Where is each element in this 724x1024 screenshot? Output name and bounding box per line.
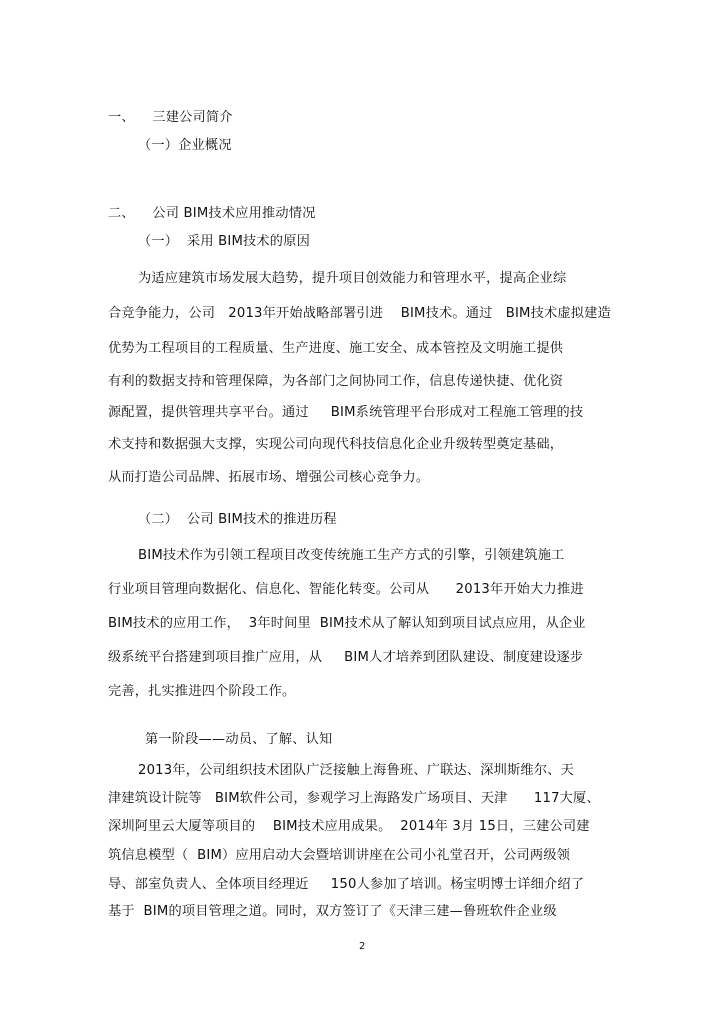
stage-heading: 第一阶段——动员、了解、认知 (145, 732, 333, 747)
page-number: 2 (359, 941, 366, 952)
section-heading-2: 二、 公司 BIM技术应用推动情况 (108, 206, 316, 221)
subsection-heading-2-2: （二） 公司 BIM技术的推进历程 (138, 512, 337, 527)
body-line: BIM技术作为引领工程项目改变传统施工生产方式的引擎，引领建筑施工 (138, 548, 565, 563)
body-line: 行业项目管理向数据化、信息化、智能化转变。公司从 2013年开始大力推进 (108, 582, 584, 597)
subsection-heading-1-1: （一）企业概况 (138, 138, 232, 153)
body-line: 有利的数据支持和管理保障，为各部门之间协同工作，信息传递快捷、优化资 (108, 374, 564, 389)
body-line: 为适应建筑市场发展大趋势，提升项目创效能力和管理水平，提高企业综 (138, 271, 567, 286)
body-line: 从而打造公司品牌、拓展市场、增强公司核心竞争力。 (108, 470, 430, 485)
body-line: 2013年，公司组织技术团队广泛接触上海鲁班、广联达、深圳斯维尔、天 (138, 763, 574, 778)
body-line: 完善，扎实推进四个阶段工作。 (108, 684, 296, 699)
section-heading-1: 一、 三建公司简介 (108, 110, 233, 125)
body-line: 津建筑设计院等 BIM软件公司，参观学习上海路发广场项目、天津 117大厦、 (108, 791, 600, 806)
body-line: 优势为工程项目的工程质量、生产进度、施工安全、成本管控及文明施工提供 (108, 341, 564, 356)
body-line: 级系统平台搭建到项目推广应用，从 BIM人才培养到团队建设、制度建设逐步 (108, 650, 584, 665)
subsection-heading-2-1: （一） 采用 BIM技术的原因 (138, 234, 310, 249)
body-line: 源配置，提供管理共享平台。通过 BIM系统管理平台形成对工程施工管理的技 (108, 405, 584, 420)
body-line: 合竞争能力，公司 2013年开始战略部署引进 BIM技术。通过 BIM技术虚拟建造 (108, 306, 611, 321)
body-line: 深圳阿里云大厦等项目的 BIM技术应用成果。 2014年 3月 15日，三建公司建 (108, 819, 590, 834)
body-line: 筑信息模型（ BIM）应用启动大会暨培训讲座在公司小礼堂召开，公司两级领 (108, 848, 571, 863)
body-line: BIM技术的应用工作， 3年时间里 BIM技术从了解认知到项目试点应用，从企业 (108, 616, 586, 631)
body-line: 术支持和数据强大支撑，实现公司向现代科技信息化企业升级转型奠定基础， (108, 437, 564, 452)
body-line: 导、部室负责人、全体项目经理近 150人参加了培训。杨宝明博士详细介绍了 (108, 877, 585, 892)
body-line: 基于 BIM的项目管理之道。同时，双方签订了《天津三建—鲁班软件企业级 (108, 904, 557, 919)
